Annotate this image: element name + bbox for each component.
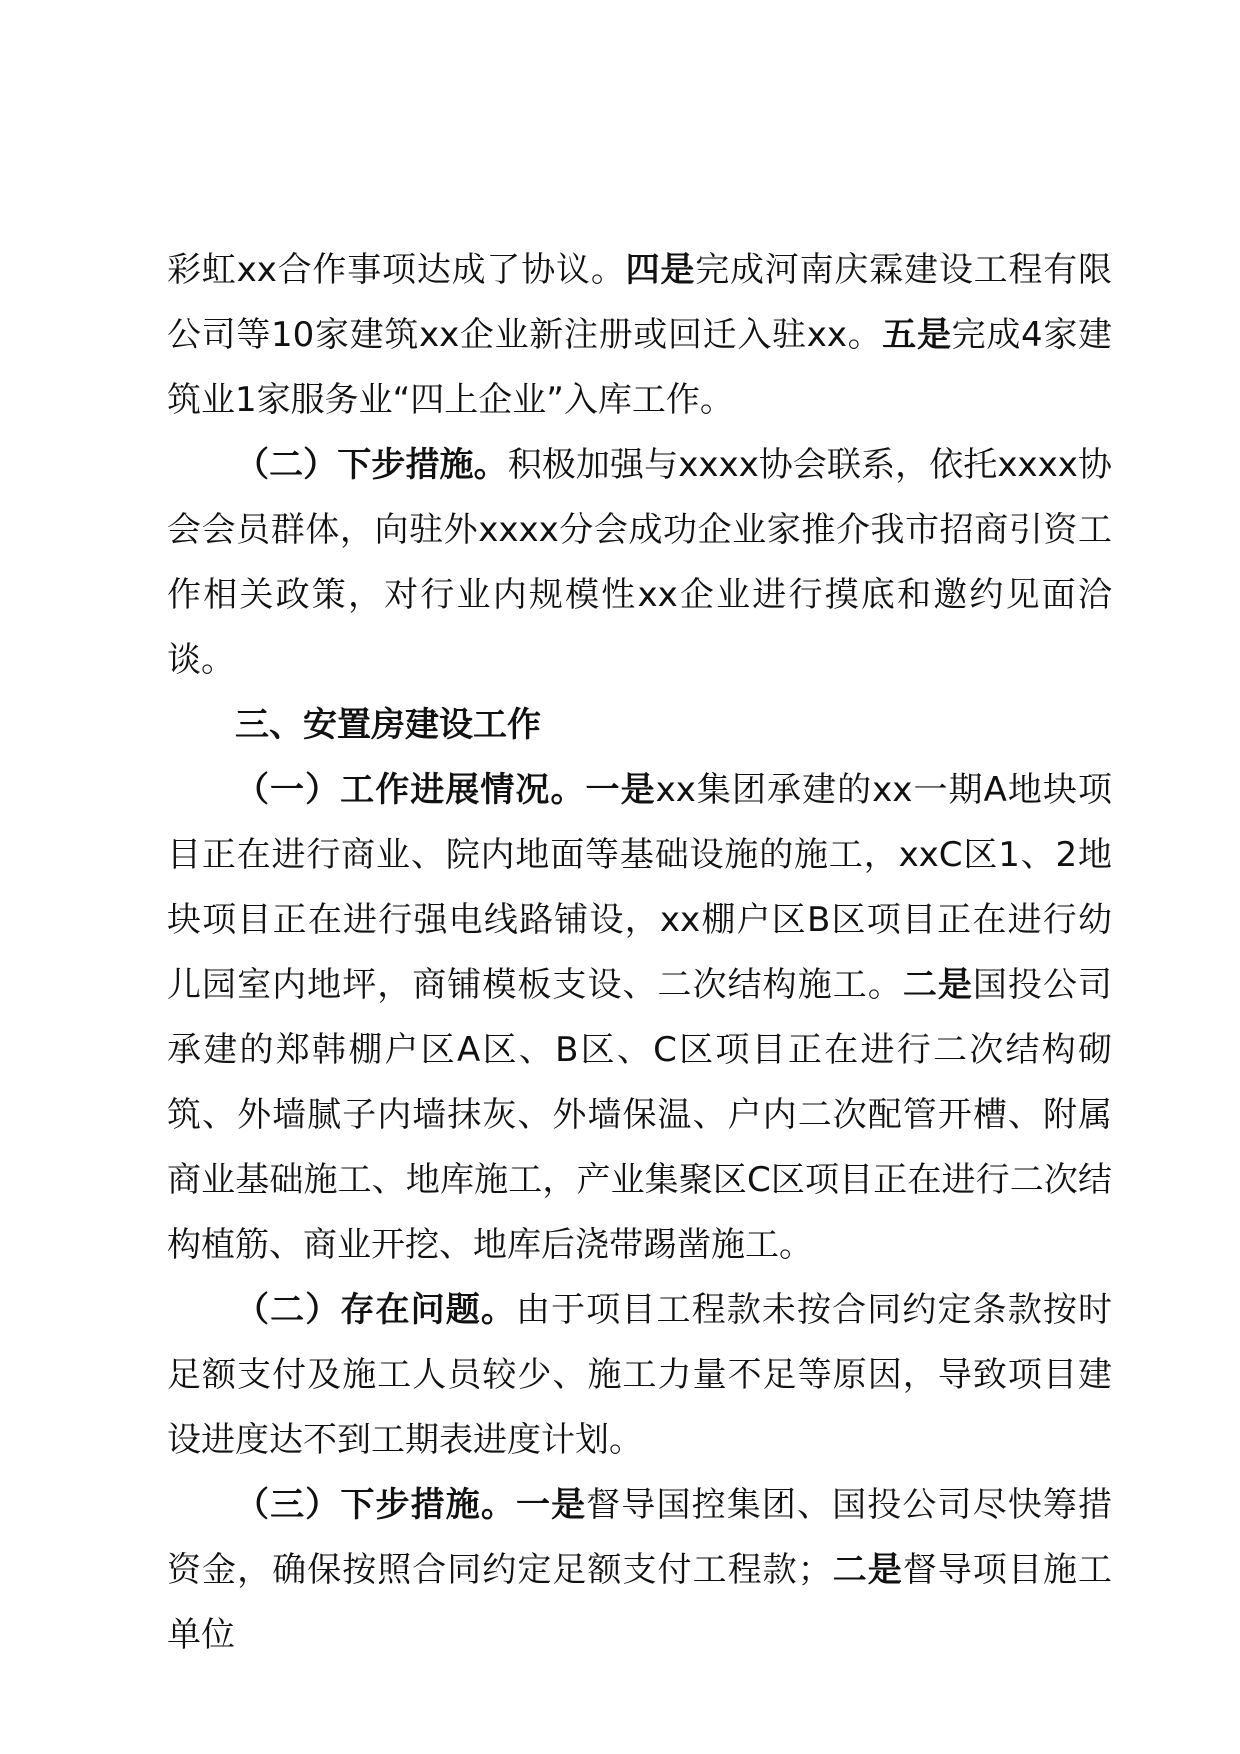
text-run: 督导项目施工单位: [167, 1550, 1113, 1655]
document-body: [167, 238, 1112, 1668]
paragraph-1: [167, 238, 1112, 433]
bold-text-run: 二是: [902, 965, 973, 1005]
text-run: 督导国控集团、国投公司尽快筹措资金，确保按照合同约定足额支付工程款；: [167, 1485, 1112, 1590]
text-run: 完成4家建筑业1家服务业“四上企业”入库工作。: [167, 315, 1112, 420]
paragraph-5: [167, 1278, 1112, 1473]
section-heading-3: [167, 693, 1112, 758]
section-heading-run: 三、安置房建设工作: [235, 705, 541, 745]
paragraph-6: [167, 1473, 1112, 1668]
section-heading-run: （一）工作进展情况。一是: [235, 770, 656, 810]
text-run: 由于项目工程款未按合同约定条款按时足额支付及施工人员较少、施工力量不足等原因，导致项目建设进度达不到工期表进度计划。: [167, 1290, 1112, 1460]
bold-text-run: 二是: [831, 1550, 903, 1590]
bold-text-run: 四是: [625, 250, 696, 290]
section-heading-run: （二）下步措施。: [235, 445, 508, 485]
bold-text-run: 五是: [882, 315, 952, 355]
text-run: 积极加强与xxxx协会联系，依托xxxx协会会员群体，向驻外xxxx分会成功企业家推介我市招商引资工作相关政策，对行业内规模性xx企业进行摸底和邀约见面洽谈。: [167, 445, 1113, 680]
text-run: 国投公司承建的郑韩棚户区A区、B区、C区项目正在进行二次结构砌筑、外墙腻子内墙抹灰、外墙保温、户内二次配管开槽、附属商业基础施工、地库施工，产业集聚区C区项目正在进行二次结构植筋、商业开挖、地库后浇带踢凿施工。: [167, 965, 1113, 1265]
text-run: 彩虹xx合作事项达成了协议。: [167, 250, 626, 290]
text-run: xx集团承建的xx一期A地块项目正在进行商业、院内地面等基础设施的施工，xxC区1、2地块项目正在进行强电线路铺设，xx棚户区B区项目正在进行幼儿园室内地坪，商铺模板支设、二次结构施工。: [167, 770, 1112, 1005]
text-run: 完成河南庆霖建设工程有限公司等10家建筑xx企业新注册或回迁入驻xx。: [167, 250, 1113, 355]
section-heading-run: （三）下步措施。一是: [235, 1485, 587, 1525]
paragraph-2: [167, 433, 1112, 693]
paragraph-4: [167, 758, 1112, 1278]
section-heading-run: （二）存在问题。: [235, 1290, 516, 1330]
